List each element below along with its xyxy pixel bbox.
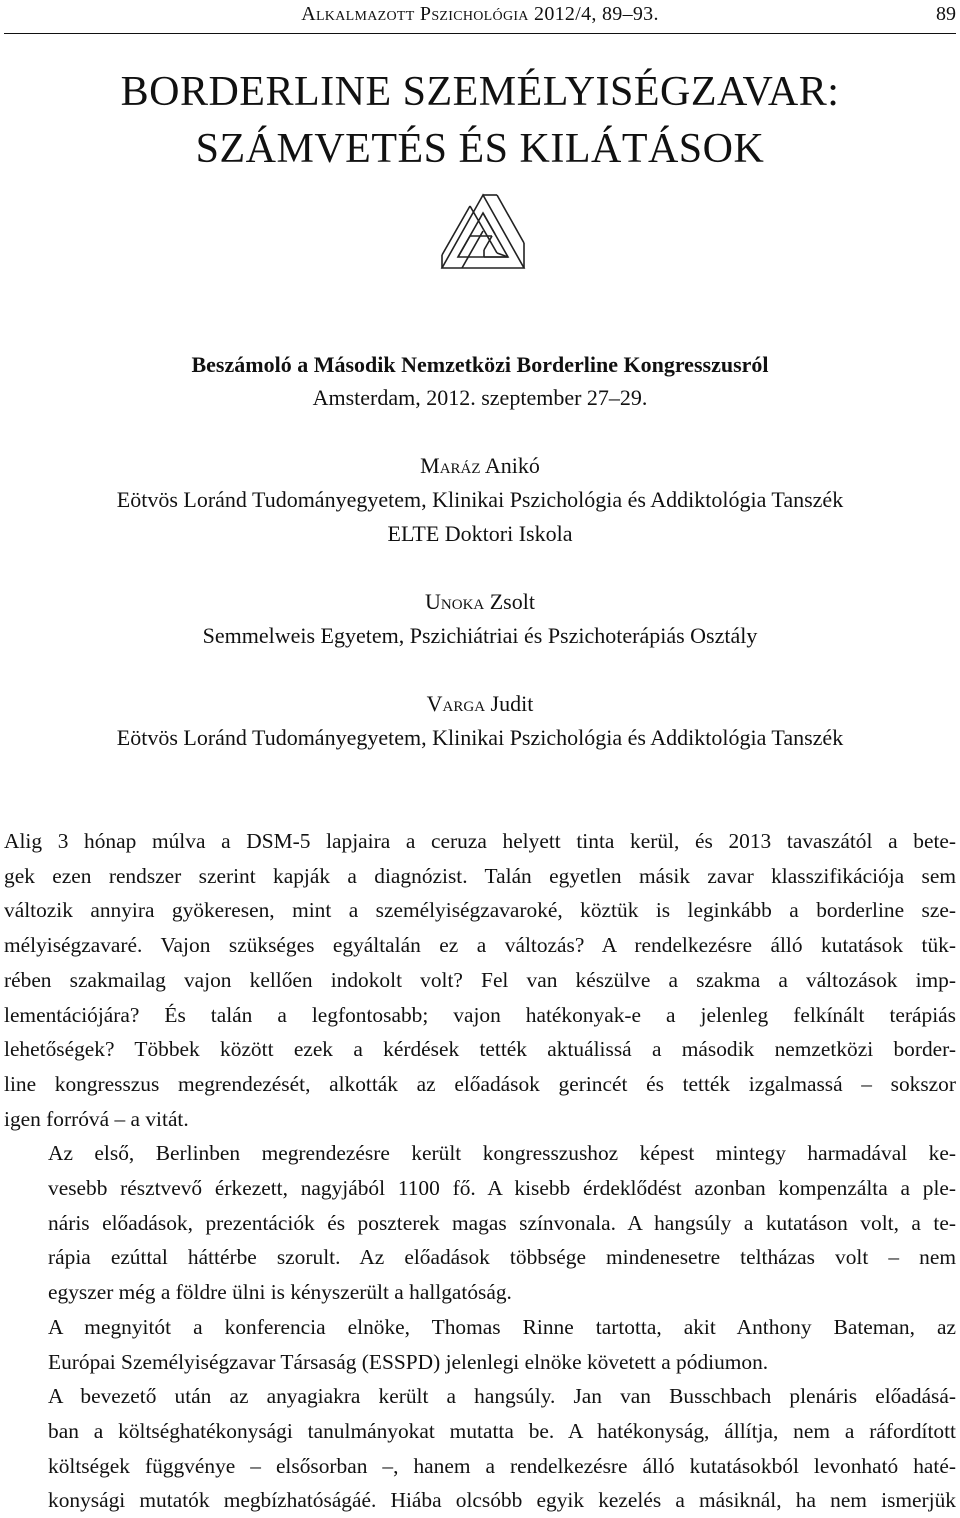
author-surname: Unoka <box>425 589 485 614</box>
author-name <box>0 585 960 619</box>
subtitle-line-1: Beszámoló a Második Nemzetközi Borderline Kongresszusról <box>191 352 769 377</box>
body-line: náris előadások, prezentációk és poszterek magas színvonala. A hangsúly a kutatáson volt, a te- <box>48 1210 956 1235</box>
body-line: A bevezető után az anyagiakra került a hangsúly. Jan van Busschbach plenáris előadásá- <box>48 1384 956 1409</box>
subtitle-line-2: Amsterdam, 2012. szeptember 27–29. <box>312 385 648 410</box>
body-line: költségek függvénye – elsősorban –, hanem a rendelkezésre álló kutatásokból levonható haté- <box>48 1453 956 1478</box>
author-name <box>0 449 960 483</box>
body-line: változik annyira gyökeresen, mint a személyiségzavaroké, köztük is leginkább a borderline sze- <box>4 898 956 923</box>
body-line: ban a költséghatékonysági tanulmányokat mutatta be. A hatékonyság, állítja, nem a ráfordított <box>48 1418 956 1443</box>
body-line: mélyiségzavaré. Vajon szükséges egyáltalán ez a változás? A rendelkezésre álló kutatások tük- <box>4 933 956 958</box>
article-body <box>4 824 956 1518</box>
running-header <box>0 2 960 28</box>
impossible-triangle-icon <box>440 193 526 271</box>
body-paragraph <box>4 1379 956 1518</box>
article-title <box>0 64 960 178</box>
author-surname: Maráz <box>420 453 481 478</box>
body-line: Alig 3 hónap múlva a DSM-5 lapjaira a ceruza helyett tinta kerül, és 2013 tavaszától a bete- <box>4 829 956 853</box>
body-line: A megnyitót a konferencia elnöke, Thomas Rinne tartotta, akit Anthony Bateman, az <box>48 1314 956 1339</box>
body-paragraph <box>4 1310 956 1379</box>
author-name <box>0 687 960 721</box>
author-block <box>0 585 960 653</box>
body-line: line kongresszus megrendezését, alkották az előadások gerincét és tették izgalmassá – sokszor <box>4 1071 956 1096</box>
author-block <box>0 449 960 551</box>
body-paragraph <box>4 1136 956 1310</box>
body-line: Az első, Berlinben megrendezésre került kongresszushoz képest mintegy harmadával ke- <box>48 1141 956 1166</box>
author-affiliation: Semmelweis Egyetem, Pszichiátriai és Pszichoterápiás Osztály <box>202 623 758 648</box>
body-line: rében szakmailag vajon kellően indokolt volt? Fel van készülve a szakma a változások imp- <box>4 967 956 992</box>
body-line: igen forróvá – a vitát. <box>4 1106 189 1131</box>
author-given-name: Anikó <box>480 453 540 478</box>
body-line: gek ezen rendszer szerint kapják a diagnózist. Talán egyetlen másik zavar klasszifikációja sem <box>4 863 956 888</box>
journal-citation: Alkalmazott Pszichológia 2012/4, 89–93. <box>301 3 659 25</box>
page-number: 89 <box>936 3 956 25</box>
author-list <box>0 449 960 789</box>
title-line-2: SZÁMVETÉS ÉS KILÁTÁSOK <box>195 126 765 172</box>
author-affiliation: ELTE Doktori Iskola <box>387 521 573 546</box>
body-line: Európai Személyiségzavar Társaság (ESSPD) jelenlegi elnöke követett a pódiumon. <box>48 1349 769 1374</box>
body-line: konysági mutatók megbízhatóságáé. Hiába olcsóbb egyik kezelés a másiknál, ha nem ismerjük <box>48 1488 956 1513</box>
body-line: egyszer még a földre ülni is kényszerült a hallgatóság. <box>48 1280 512 1305</box>
author-given-name: Zsolt <box>484 589 535 614</box>
body-line: vesebb résztvevő érkezett, nagyjából 1100 fő. A kisebb érdeklődést azonban kompenzálta a ple- <box>48 1176 956 1201</box>
author-affiliation: Eötvös Loránd Tudományegyetem, Klinikai Pszichológia és Addiktológia Tanszék <box>116 725 844 750</box>
body-line: lehetőségek? Többek között ezek a kérdések tették aktuálissá a második nemzetközi border- <box>4 1037 956 1062</box>
author-surname: Varga <box>426 691 486 716</box>
header-rule <box>4 33 956 34</box>
title-line-1: BORDERLINE SZEMÉLYISÉGZAVAR: <box>120 69 840 115</box>
impossible-triangle-logo <box>440 193 526 271</box>
author-given-name: Judit <box>485 691 534 716</box>
body-line: rápia ezúttal háttérbe szorult. Az előadások többsége mindenesetre teltházas volt – nem <box>48 1245 956 1270</box>
body-line: lementációjára? És talán a legfontosabb; vajon hatékonyak-e a jelenleg felkínált terápiás <box>4 1002 956 1027</box>
author-affiliation: Eötvös Loránd Tudományegyetem, Klinikai Pszichológia és Addiktológia Tanszék <box>116 487 844 512</box>
report-subtitle <box>0 348 960 414</box>
body-paragraph <box>4 824 956 1136</box>
author-block <box>0 687 960 755</box>
